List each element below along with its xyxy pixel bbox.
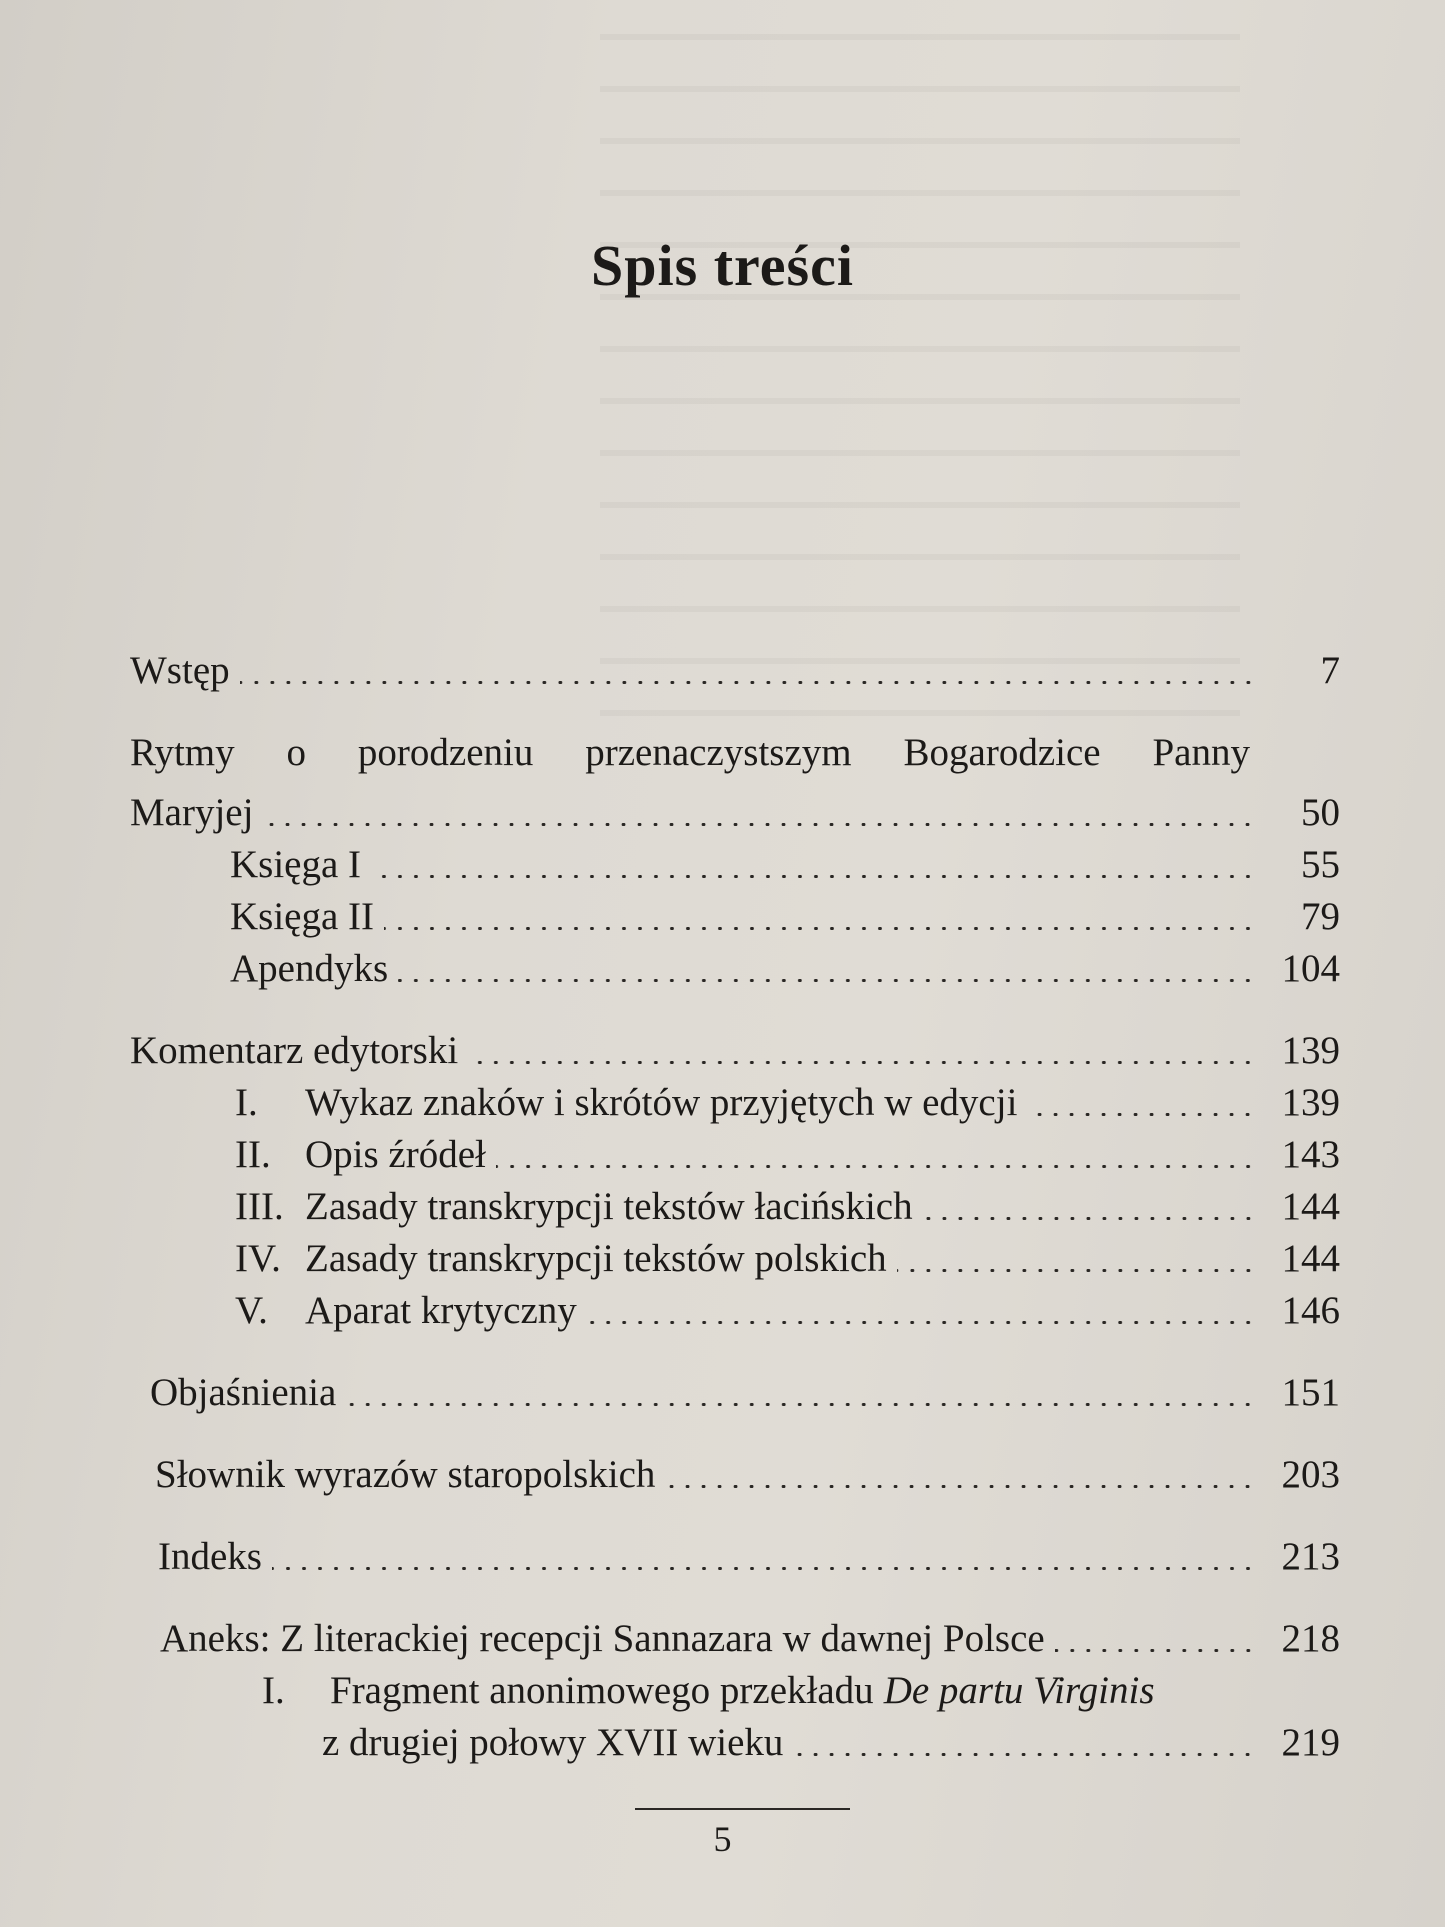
leader-dots — [496, 1165, 1256, 1168]
toc-label: Maryjej — [130, 791, 254, 834]
toc-label: Aneks: Z literackiej recepcji Sannazara w dawnej Polsce — [160, 1617, 1045, 1660]
leader-dots — [346, 1403, 1256, 1406]
toc-label: Indeks — [158, 1535, 262, 1578]
leader-dots — [371, 875, 1256, 878]
leader-dots — [468, 1061, 1256, 1064]
toc-entry-wykaz — [235, 1072, 1340, 1122]
toc-page: 79 — [1301, 895, 1340, 938]
leader-dots — [793, 1753, 1256, 1756]
toc-label: Zasady transkrypcji tekstów łacińskich — [305, 1185, 913, 1228]
toc-word: o — [286, 731, 307, 774]
roman-numeral: III. — [235, 1185, 284, 1228]
toc-page: 143 — [1281, 1133, 1340, 1176]
toc-label: Fragment anonimowego przekładu — [330, 1669, 874, 1712]
roman-numeral: IV. — [235, 1237, 281, 1280]
toc-page: 219 — [1281, 1721, 1340, 1764]
leader-dots — [384, 927, 1256, 930]
toc-label: Aparat krytyczny — [305, 1289, 577, 1332]
toc-word: porodzeniu — [357, 731, 534, 774]
toc-entry-rytmy-line2 — [130, 782, 1340, 832]
toc-page: 104 — [1281, 947, 1340, 990]
toc-page: 218 — [1281, 1617, 1340, 1660]
leader-dots — [1027, 1113, 1256, 1116]
toc-label: Słownik wyrazów staropolskich — [155, 1453, 656, 1496]
toc-entry-komentarz — [130, 1020, 1340, 1070]
toc-word: Bogarodzice — [903, 731, 1101, 774]
roman-numeral: II. — [235, 1133, 271, 1176]
roman-numeral: I. — [235, 1081, 258, 1124]
toc-entry-ksiega-1 — [230, 834, 1340, 884]
leader-dots — [587, 1321, 1256, 1324]
toc-page: 7 — [1320, 649, 1340, 692]
toc-label: Zasady transkrypcji tekstów polskich — [305, 1237, 887, 1280]
leader-dots — [398, 979, 1256, 982]
toc-entry-ksiega-2 — [230, 886, 1340, 936]
toc-word: Rytmy — [130, 731, 235, 774]
toc-page: 146 — [1281, 1289, 1340, 1332]
toc-page: 55 — [1301, 843, 1340, 886]
toc-word: Panny — [1152, 731, 1250, 774]
leader-dots — [665, 1485, 1256, 1488]
page-number: 5 — [713, 1819, 732, 1859]
toc-page: 144 — [1281, 1237, 1340, 1280]
toc-word: przenaczystszym — [585, 731, 852, 774]
toc-entry-zasady-polskich — [235, 1228, 1340, 1278]
toc-page: 203 — [1281, 1453, 1340, 1496]
leader-dots — [897, 1269, 1256, 1272]
leader-dots — [240, 681, 1256, 684]
toc-page: 213 — [1281, 1535, 1340, 1578]
toc-label-italic: De partu Virginis — [883, 1669, 1155, 1712]
toc-entry-indeks — [158, 1526, 1340, 1576]
leader-dots — [923, 1217, 1256, 1220]
toc-entry-zasady-lacinskich — [235, 1176, 1340, 1226]
toc-page: 139 — [1281, 1081, 1340, 1124]
leader-dots — [272, 1567, 1256, 1570]
toc-entry-wstep — [130, 640, 1340, 690]
toc-entry-fragment-line2 — [322, 1712, 1340, 1762]
toc-entry-apendyks — [230, 938, 1340, 988]
toc-label: Apendyks — [230, 947, 389, 990]
toc-entry-rytmy-line1 — [130, 722, 1250, 772]
roman-numeral: V. — [235, 1289, 268, 1332]
toc-label: Opis źródeł — [305, 1133, 486, 1176]
toc-page: 50 — [1301, 791, 1340, 834]
toc-entry-aparat — [235, 1280, 1340, 1330]
toc-page: 144 — [1281, 1185, 1340, 1228]
toc-label: Księga II — [230, 895, 375, 938]
toc-label: Objaśnienia — [150, 1371, 337, 1414]
toc-label: Wstęp — [130, 649, 230, 692]
toc-page: 139 — [1281, 1029, 1340, 1072]
toc-entry-objasnienia — [150, 1362, 1340, 1412]
toc-entry-slownik — [155, 1444, 1340, 1494]
page-title: Spis treści — [591, 233, 854, 298]
toc-label: Komentarz edytorski — [130, 1029, 459, 1072]
toc-page: 151 — [1281, 1371, 1340, 1414]
toc-entry-fragment-line1 — [262, 1660, 1262, 1710]
toc-label: Księga I — [230, 843, 362, 886]
toc-entry-opis — [235, 1124, 1340, 1174]
roman-numeral: I. — [262, 1669, 285, 1712]
toc-entry-aneks — [160, 1608, 1340, 1658]
toc-label: z drugiej połowy XVII wieku — [322, 1721, 784, 1764]
leader-dots — [263, 823, 1256, 826]
leader-dots — [1055, 1649, 1256, 1652]
toc-label: Wykaz znaków i skrótów przyjętych w edycji — [305, 1081, 1018, 1124]
footer-rule — [635, 1808, 850, 1810]
